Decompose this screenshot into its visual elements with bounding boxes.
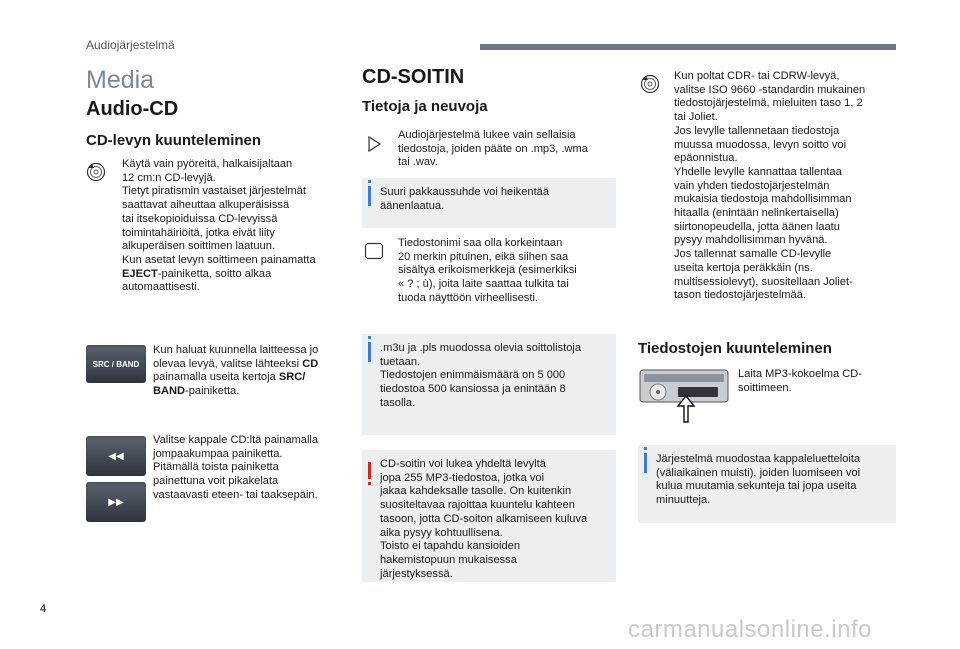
info-box-compression: Suuri pakkaussuhde voi heikentää äänenlaatua. — [362, 178, 616, 228]
rewind-button[interactable] — [86, 436, 146, 476]
burn-cd-text: Kun poltat CDR- tai CDRW-levyä, valitse ISO 9660 -standardin mukainen tiedostojärjestelmä, mieluiten taso 1, 2 tai Joliet. Jos levylle tallennetaan tiedostoja muussa muodossa, levyn soitto voi epäonnistua. Yhdelle levylle kannattaa tallentaa vain yhden tiedostojärjestelmän mukaisia tiedostoja mahdollisimman hitaalla (enintään nelinkertaisella) siirtonopeudella, jotta äänen laatu pysyy mahdollisimman hyvänä. Jos tallennat samalle CD-levylle useita kertoja peräkkäin (ns. multisessiolevyt), suositellaan Joliet- tason tiedostojärjestelmää. — [674, 70, 866, 302]
file-format-text: Audiojärjestelmä lukee vain sellaisia tiedostoja, joiden pääte on .mp3, .wma tai .wav. — [398, 129, 588, 169]
track-select-text: Valitse kappale CD:ltä painamalla jompaakumpaa painiketta. Pitämällä toista painiketta painettuna voit pikakelata vastaavasti eteen- tai taaksepäin. — [153, 434, 319, 501]
filename-text: Tiedostonimi saa olla korkeintaan 20 merkin pituinen, eikä siihen saa sisältyä erikoismerkkejä (esimerkiksi « ? ; ù), joita laite saattaa tulkita tai tuoda näyttöön virheellisesti. — [398, 237, 577, 304]
header-bar — [480, 44, 896, 50]
forward-button[interactable] — [86, 482, 146, 522]
warning-box-mp3: CD-soitin voi lukea yhdeltä levyltä jopa 255 MP3-tiedostoa, jotka voi jakaa kahdeksalle tasolle. On kuitenkin suositeltavaa rajoittaa kuuntelu kahteen tasoon, jotta CD-soiton alkamiseen kuluva aika pysyy kohtuullisena. Toisto ei tapahdu kansioiden hakemistopuun mukaisessa järjestyksessä. — [362, 450, 616, 582]
src-band-button[interactable]: SRC / BAND — [86, 345, 146, 383]
screen-icon — [364, 242, 384, 260]
disc-icon — [640, 74, 660, 94]
info-icon — [644, 453, 647, 473]
heading-cd-listen: CD-levyn kuunteleminen — [86, 132, 262, 149]
watermark: carmanualsonline.info — [628, 616, 872, 643]
section-header: Audiojärjestelmä — [86, 38, 175, 52]
page-number: 4 — [40, 603, 47, 615]
source-select-text: Kun haluat kuunnella laitteessa jo olevaa levyä, valitse lähteeksi CD painamalla useita kertoja SRC/ BAND-painiketta. — [153, 344, 319, 398]
info-icon — [368, 186, 371, 206]
rewind-icon: ◀◀ — [108, 450, 124, 462]
warning-icon — [368, 462, 371, 479]
disc-icon — [86, 162, 106, 182]
cd-player-illustration — [638, 366, 730, 424]
heading-cd-soitin: CD-SOITIN — [362, 66, 465, 88]
play-icon — [364, 134, 384, 154]
info-box-playlists: .m3u ja .pls muodossa olevia soittolistoja tuetaan. Tiedostojen enimmäismäärä on 5 000 tiedostoa 500 kansiossa ja enintään 8 tasolla. — [362, 334, 616, 435]
insert-mp3-text: Laita MP3-kokoelma CD- soittimeen. — [738, 368, 862, 394]
cd-usage-text: Käytä vain pyöreitä, halkaisijaltaan 12 cm:n CD-levyjä. Tietyt piratismin vastaiset järjestelmät saattavat aiheuttaa alkuperäisissä tai itsekopioiduissa CD-levyissä toimintahäiriöitä, jotka eivät liity alkuperäisen soittimen laatuun. Kun asetat levyn soittimeen painamatta EJECT-painiketta, soitto alkaa automaattisesti. — [122, 158, 316, 294]
info-icon — [368, 342, 371, 362]
heading-file-listening: Tiedostojen kuunteleminen — [638, 340, 832, 357]
forward-icon: ▶▶ — [108, 496, 124, 508]
section-title-media: Media — [86, 66, 155, 94]
info-box-tracklist: Järjestelmä muodostaa kappaleluetteloita (väliaikainen muisti), joiden luomiseen voi kulua muutamia sekunteja tai jopa useita minuutteja. — [638, 445, 896, 523]
heading-audio-cd: Audio-CD — [86, 98, 179, 120]
heading-info-tips: Tietoja ja neuvoja — [362, 98, 488, 115]
